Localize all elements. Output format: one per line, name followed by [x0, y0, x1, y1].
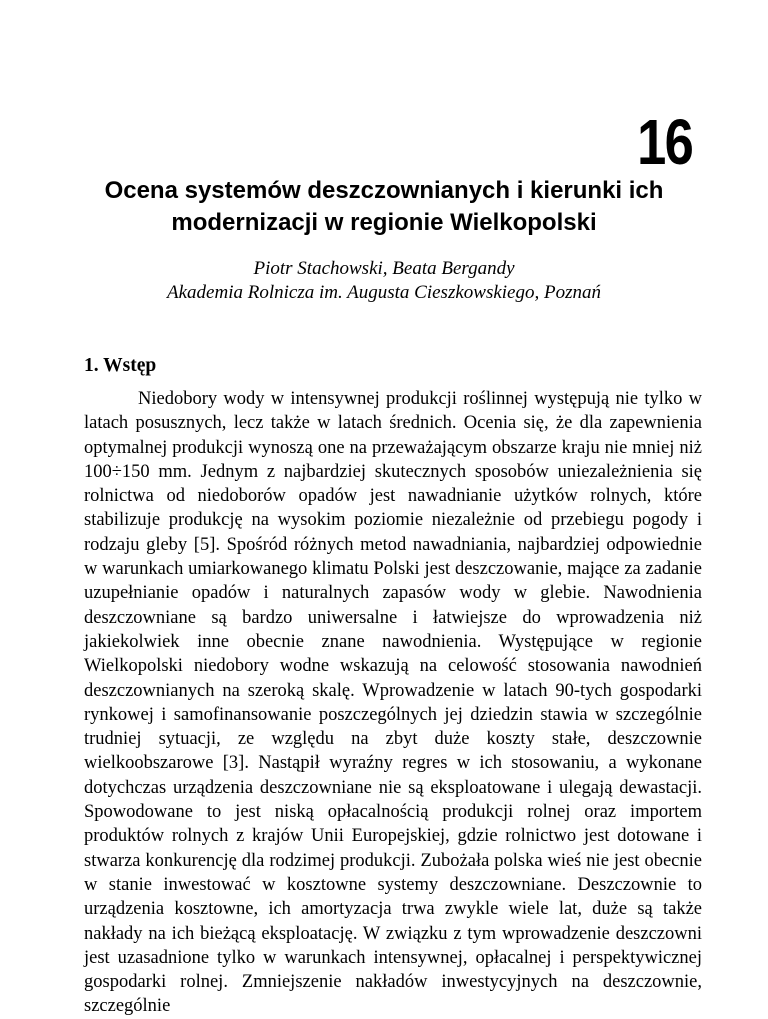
- chapter-title: Ocena systemów deszczownianych i kierunki ich modernizacji w regionie Wielkopolski: [104, 177, 664, 236]
- affiliation: Akademia Rolnicza im. Augusta Cieszkowskiego, Poznań: [167, 282, 601, 303]
- section-heading: 1. Wstęp: [84, 355, 157, 376]
- chapter-number: 16: [636, 106, 692, 178]
- authors: Piotr Stachowski, Beata Bergandy: [253, 258, 515, 279]
- body-paragraph: Niedobory wody w intensywnej produkcji roślinnej występują nie tylko w latach posusznych, lecz także w latach średnich. Ocenia się, że dla zapewnienia optymalnej produkcji wynoszą one na przeważającym obszarze kraju nie mniej niż 100÷150 mm. Jednym z najbardziej skutecznych sposobów uniezależnienia się rolnictwa od niedoborów opadów jest nawadnianie użytków rolnych, które stabilizuje produkcję na wysokim poziomie niezależnie od przebiegu pogody i rodzaju gleby [5]. Spośród różnych metod nawadniania, najbardziej odpowiednie w warunkach umiarkowanego klimatu Polski jest deszczowanie, mające za zadanie uzupełnianie opadów i naturalnych zapasów wody w glebie. Nawodnienia deszczowniane są bardzo uniwersalne i łatwiejsze do wprowadzenia niż jakiekolwiek inne obecnie znane nawodnienia. Występujące w regionie Wielkopolski niedobory wodne wskazują na celowość stosowania nawodnień deszczownianych na szeroką skalę. Wprowadzenie w latach 90-tych gospodarki rynkowej i samofinansowanie poszczególnych jej dziedzin stawia w szczególnie trudniej sytuacji, ze względu na zbyt duże koszty stałe, deszczownie wielkoobszarowe [3]. Nastąpił wyraźny regres w ich stosowaniu, a wykonane dotychczas urządzenia deszczowniane nie są eksploatowane i ulegają dewastacji. Spowodowane to jest niską opłacalnością produkcji rolnej oraz importem produktów rolnych z krajów Unii Europejskiej, gdzie rolnictwo jest dotowane i stwarza konkurencję dla rodzimej produkcji. Zubożała polska wieś nie jest obecnie w stanie inwestować w kosztowne systemy deszczowniane. Deszczownie to urządzenia kosztowne, ich amortyzacja trwa zwykle wiele lat, duże są także nakłady na ich bieżącą eksploatację. W związku z tym wprowadzenie deszczowni jest uzasadnione tylko w warunkach intensywnej, opłacalnej i perspektywicznej gospodarki rolnej. Zmniejszenie nakładów inwestycyjnych na deszczownie, szczególnie: [84, 389, 702, 1017]
